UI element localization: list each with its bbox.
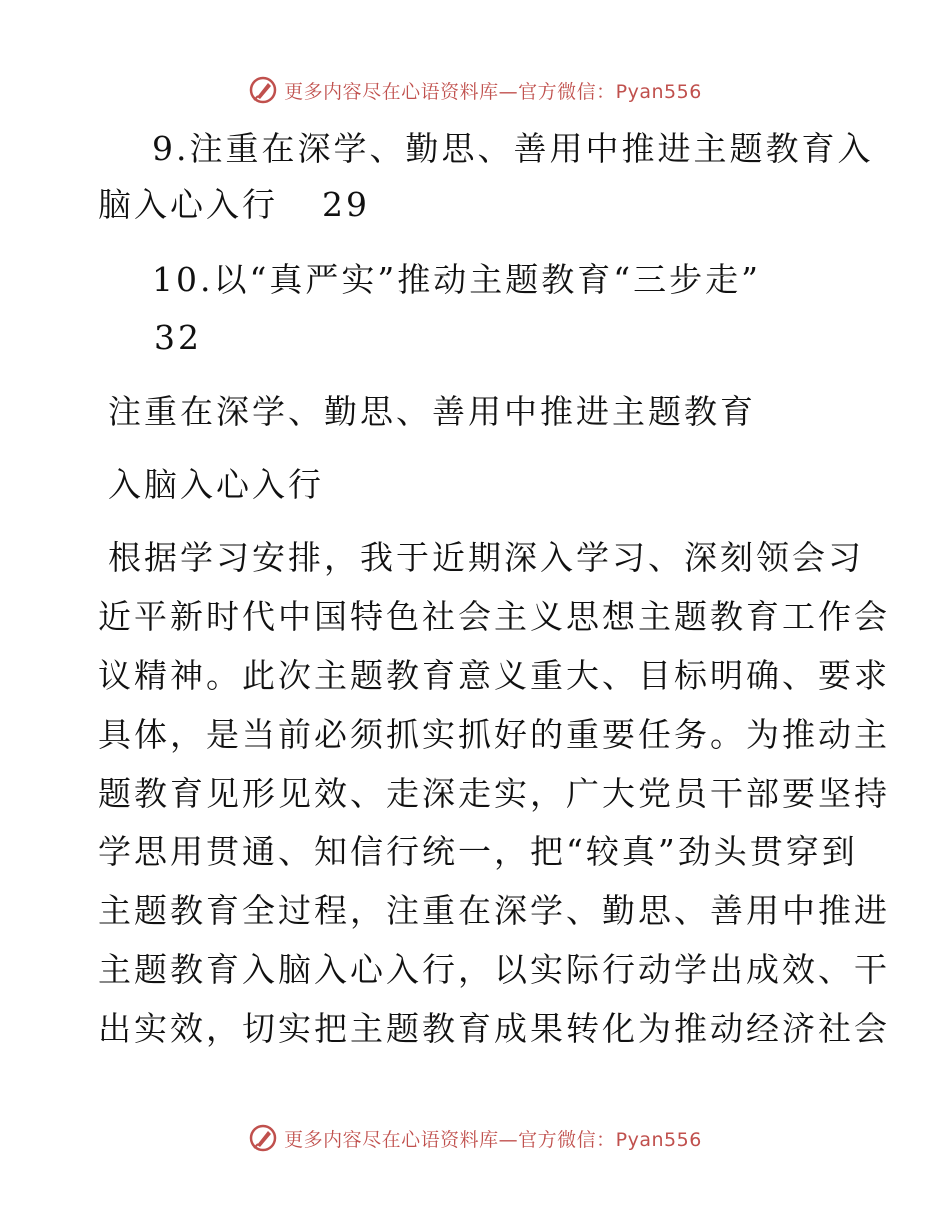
article-title-line1: 注重在深学、勤思、善用中推进主题教育 [108, 392, 756, 431]
toc-item-9-page: 29 [322, 185, 370, 224]
toc-item-10-line1: 10.以“真严实”推动主题教育“三步走” [152, 260, 761, 299]
paragraph-line: 议精神。此次主题教育意义重大、目标明确、要求 [98, 656, 890, 695]
article-title-line2: 入脑入心入行 [108, 465, 324, 504]
paragraph-line: 主题教育入脑入心入行，以实际行动学出成效、干 [98, 950, 890, 989]
watermark-text: 更多内容尽在心语资料库—官方微信：Pyan556 [284, 1128, 702, 1151]
toc-item-10-page: 32 [154, 318, 202, 357]
paragraph-line: 出实效，切实把主题教育成果转化为推动经济社会 [98, 1009, 890, 1048]
watermark-banner-bottom [0, 1118, 950, 1158]
toc-item-9-line2: 脑入心入行 [98, 185, 278, 224]
paragraph-line: 近平新时代中国特色社会主义思想主题教育工作会 [98, 597, 890, 636]
paragraph-line: 根据学习安排，我于近期深入学习、深刻领会习 [108, 538, 864, 577]
paragraph-line: 学思用贯通、知信行统一，把“较真”劲头贯穿到 [98, 832, 858, 871]
pen-circle-logo-icon [248, 75, 278, 105]
toc-item-9-line1: 9.注重在深学、勤思、善用中推进主题教育入 [152, 129, 874, 168]
paragraph-line: 题教育见形见效、走深走实，广大党员干部要坚持 [98, 774, 890, 813]
paragraph-line: 主题教育全过程，注重在深学、勤思、善用中推进 [98, 891, 890, 930]
watermark-text: 更多内容尽在心语资料库—官方微信：Pyan556 [284, 80, 702, 103]
watermark-banner-top [0, 70, 950, 110]
pen-circle-logo-icon [248, 1123, 278, 1153]
paragraph-line: 具体，是当前必须抓实抓好的重要任务。为推动主 [98, 715, 890, 754]
